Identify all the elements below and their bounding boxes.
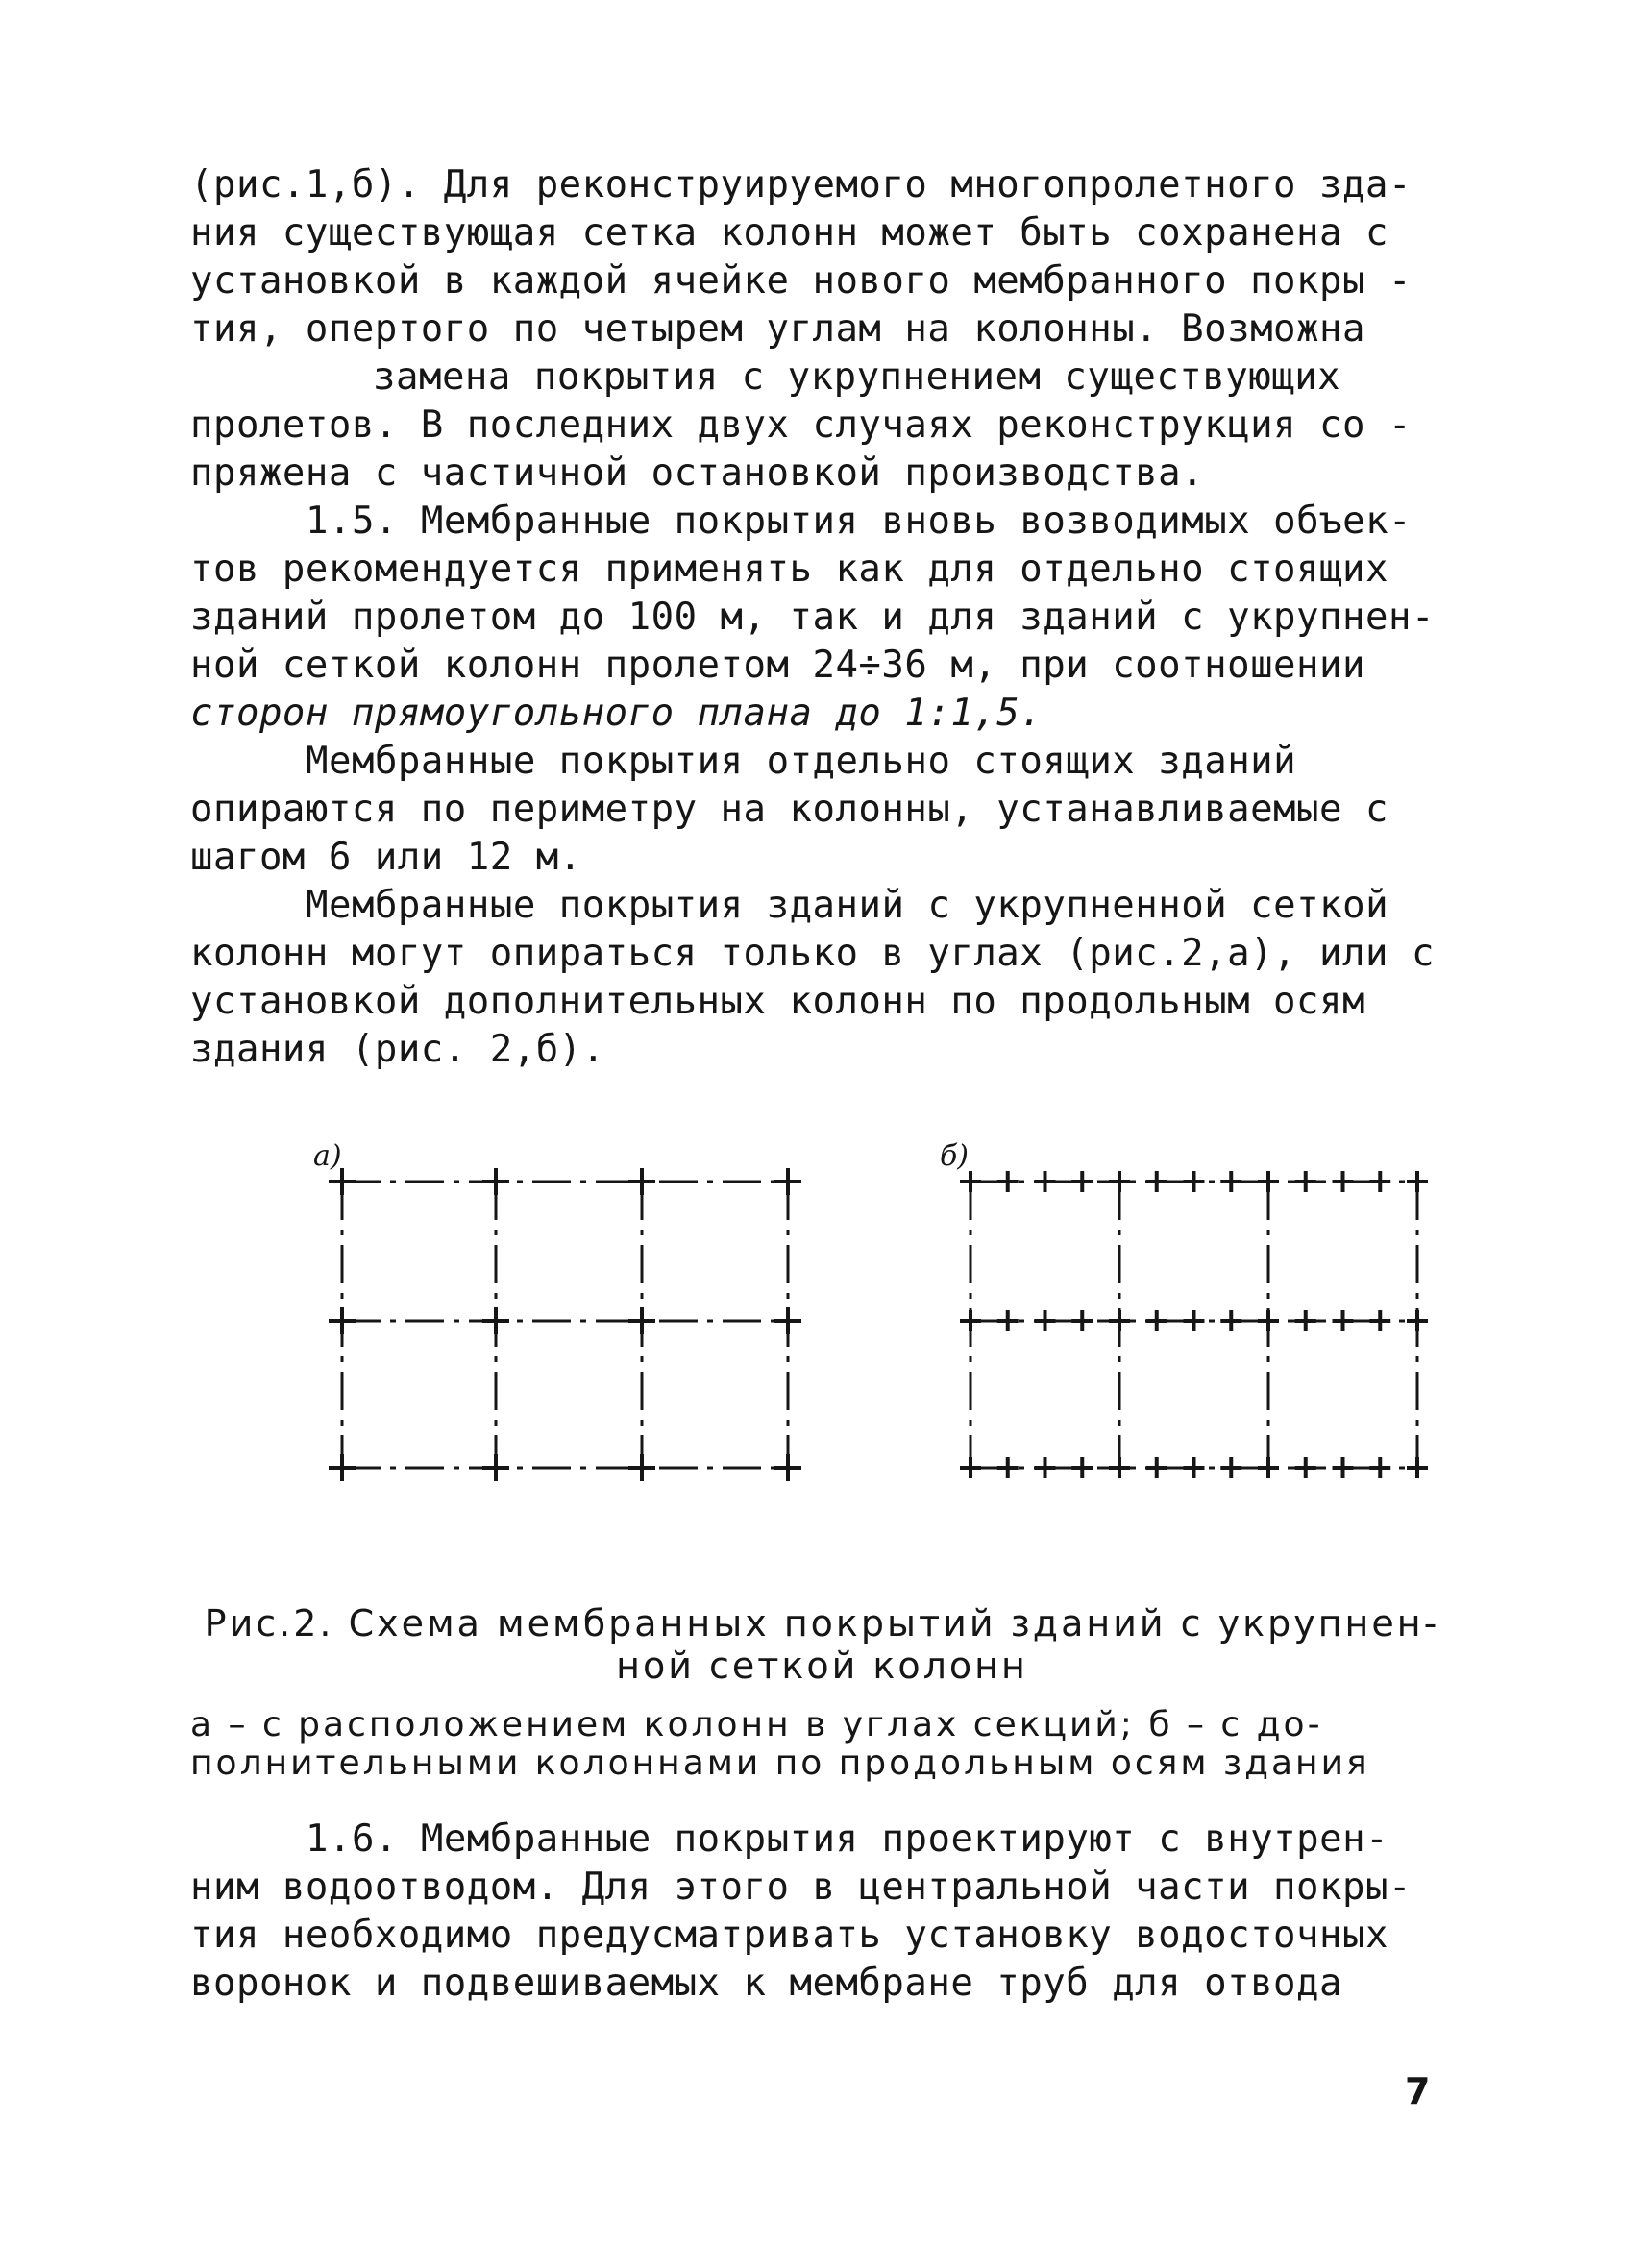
text-line: пряжена с частичной остановкой производства. <box>190 451 1205 495</box>
column-cross-mark <box>1220 1457 1241 1478</box>
column-cross-mark <box>1146 1457 1167 1478</box>
text-line: 1.6. Мембранные покрытия проектируют с внутрен- <box>306 1817 1389 1861</box>
column-grid-diagram-a <box>317 1162 817 1508</box>
column-cross-mark <box>960 1310 981 1331</box>
text-line: замена покрытия с укрупнением существующих <box>373 355 1341 399</box>
column-cross-mark <box>1109 1310 1130 1331</box>
column-cross-mark <box>774 1307 801 1334</box>
column-cross-mark <box>1184 1457 1205 1478</box>
text-line: сторон прямоугольного плана до 1:1,5. <box>190 692 1044 735</box>
column-cross-mark <box>1220 1310 1241 1331</box>
column-cross-mark <box>1109 1171 1130 1192</box>
column-cross-mark <box>482 1454 509 1481</box>
text-line: (рис.1,б). Для реконструируемого многопролетного зда- <box>190 163 1412 207</box>
caption-legend-line: полнительными колоннами по продольным осям здания <box>190 1744 1370 1783</box>
column-cross-mark <box>1184 1310 1205 1331</box>
text-line: здания (рис. 2,б). <box>190 1028 605 1071</box>
text-line: воронок и подвешиваемых к мембране труб для отвода <box>190 1962 1342 2005</box>
column-cross-mark <box>1146 1310 1167 1331</box>
text-line: тия, опертого по четырем углам на колонны. Возможна <box>190 307 1365 351</box>
text-line: зданий пролетом до 100 м, так и для зданий с укрупнен- <box>190 596 1435 639</box>
text-line: тия необходимо предусматривать установку водосточных <box>190 1914 1388 1957</box>
figure-a-grid <box>317 1162 817 1508</box>
column-cross-mark <box>1369 1310 1390 1331</box>
caption-title-line: Рис.2. Схема мембранных покрытий зданий с укрупнен- <box>204 1602 1440 1645</box>
text-line: шагом 6 или 12 м. <box>190 836 582 879</box>
column-cross-mark <box>1407 1171 1428 1192</box>
column-cross-mark <box>1220 1171 1241 1192</box>
column-cross-mark <box>774 1454 801 1481</box>
column-cross-mark <box>997 1171 1019 1192</box>
column-cross-mark <box>329 1168 356 1195</box>
column-cross-mark <box>1333 1310 1354 1331</box>
text-line: установкой в каждой ячейке нового мембранного покры - <box>190 259 1412 303</box>
column-cross-mark <box>774 1168 801 1195</box>
text-line: установкой дополнительных колонн по продольным осям <box>190 980 1365 1023</box>
column-cross-mark <box>1295 1310 1316 1331</box>
column-cross-mark <box>1146 1171 1167 1192</box>
column-cross-mark <box>1109 1457 1130 1478</box>
column-cross-mark <box>482 1307 509 1334</box>
text-line: тов рекомендуется применять как для отдельно стоящих <box>190 548 1388 591</box>
figure-label-a: а) <box>313 1139 342 1173</box>
column-cross-mark <box>1333 1457 1354 1478</box>
text-line: Мембранные покрытия отдельно стоящих зданий <box>306 740 1297 783</box>
text-line: опираются по периметру на колонны, устанавливаемые с <box>190 788 1388 831</box>
caption-legend-line: а – с расположением колонн в углах секций; б – с до- <box>190 1705 1323 1744</box>
text-line: ния существующая сетка колонн может быть сохранена с <box>190 211 1388 255</box>
column-grid-diagram-b <box>951 1162 1451 1508</box>
column-cross-mark <box>1035 1171 1056 1192</box>
text-line: ним водоотводом. Для этого в центральной части покры- <box>190 1866 1412 1909</box>
page-number: 7 <box>1405 2070 1431 2112</box>
column-cross-mark <box>1035 1310 1056 1331</box>
column-cross-mark <box>628 1168 655 1195</box>
column-cross-mark <box>1258 1171 1279 1192</box>
column-cross-mark <box>1295 1171 1316 1192</box>
column-cross-mark <box>960 1171 981 1192</box>
caption-title-line: ной сеткой колонн <box>616 1645 1028 1687</box>
column-cross-mark <box>1407 1457 1428 1478</box>
column-cross-mark <box>1071 1457 1093 1478</box>
text-line: пролетов. В последних двух случаях реконструкция со - <box>190 403 1412 447</box>
column-cross-mark <box>1407 1310 1428 1331</box>
column-cross-mark <box>1333 1171 1354 1192</box>
column-cross-mark <box>997 1310 1019 1331</box>
column-cross-mark <box>1369 1457 1390 1478</box>
column-cross-mark <box>1071 1171 1093 1192</box>
column-cross-mark <box>960 1457 981 1478</box>
column-cross-mark <box>329 1454 356 1481</box>
column-cross-mark <box>329 1307 356 1334</box>
column-cross-mark <box>628 1307 655 1334</box>
column-cross-mark <box>628 1454 655 1481</box>
column-cross-mark <box>1035 1457 1056 1478</box>
figure-label-b: б) <box>940 1139 970 1173</box>
column-cross-mark <box>1258 1457 1279 1478</box>
column-cross-mark <box>997 1457 1019 1478</box>
text-line: колонн могут опираться только в углах (рис.2,а), или с <box>190 932 1435 975</box>
text-line: ной сеткой колонн пролетом 24÷36 м, при соотношении <box>190 644 1365 687</box>
text-line: 1.5. Мембранные покрытия вновь возводимых объек- <box>306 500 1413 543</box>
column-cross-mark <box>1071 1310 1093 1331</box>
text-line: Мембранные покрытия зданий с укрупненной сеткой <box>306 884 1389 927</box>
column-cross-mark <box>1369 1171 1390 1192</box>
column-cross-mark <box>1295 1457 1316 1478</box>
figure-b-grid <box>951 1162 1451 1508</box>
column-cross-mark <box>482 1168 509 1195</box>
column-cross-mark <box>1184 1171 1205 1192</box>
column-cross-mark <box>1258 1310 1279 1331</box>
